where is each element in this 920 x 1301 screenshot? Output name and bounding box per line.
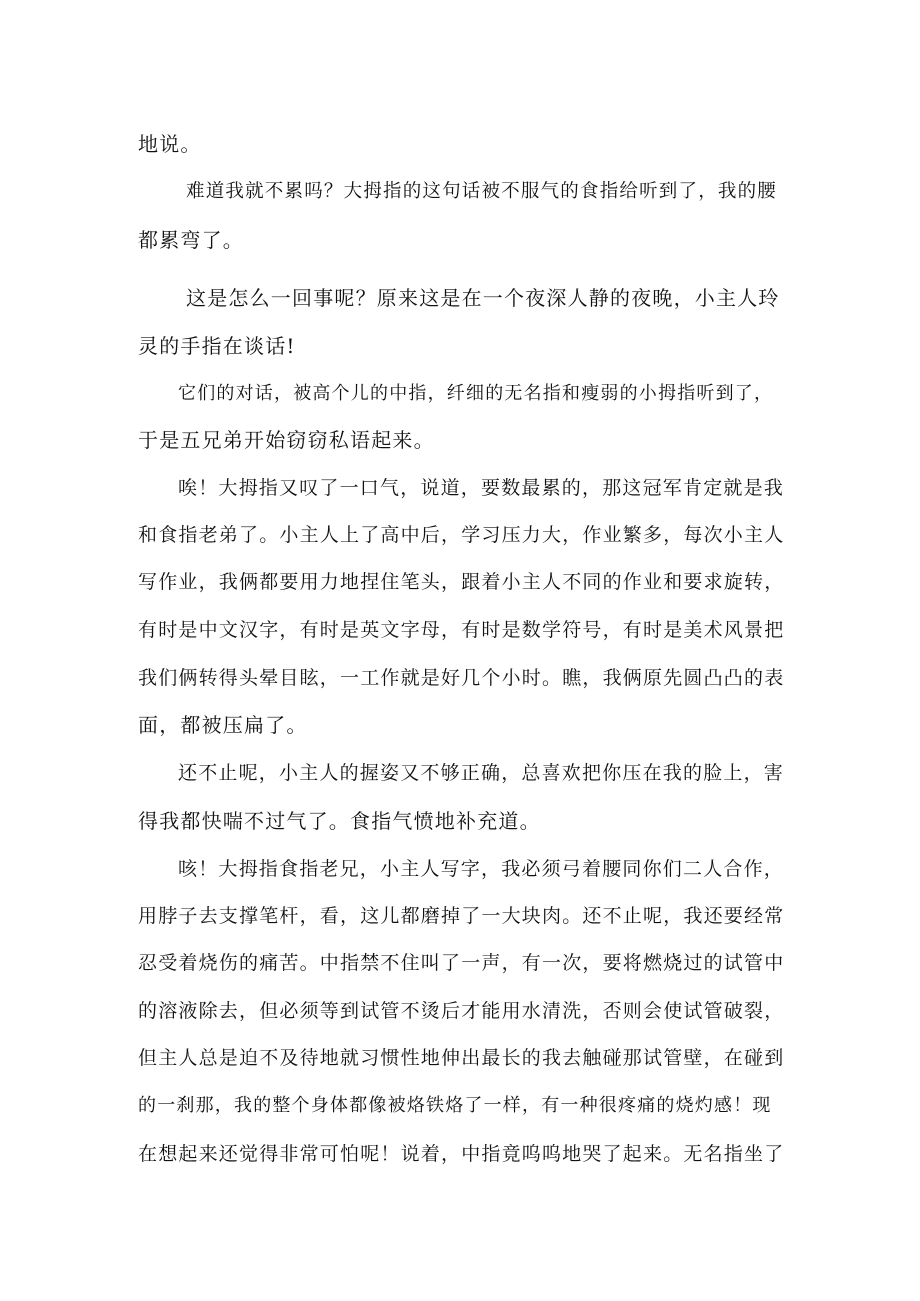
text-line: 地说。 <box>138 132 202 156</box>
text-line: 和食指老弟了。小主人上了高中后，学习压力大，作业繁多，每次小主人 <box>138 524 785 546</box>
text-line: 面，都被压扁了。 <box>138 713 308 737</box>
text-line: 灵的手指在谈话! <box>138 334 296 358</box>
text-line: 唉！大拇指又叹了一口气，说道，要数最累的，那这冠军肯定就是我 <box>178 477 785 499</box>
text-line: 难道我就不累吗？大拇指的这句话被不服气的食指给听到了，我的腰 <box>186 181 778 202</box>
text-line: 但主人总是迫不及待地就习惯性地伸出最长的我去触碰那试管壁，在碰到 <box>138 1047 785 1069</box>
text-line: 于是五兄弟开始窃窃私语起来。 <box>138 428 435 452</box>
text-line: 我们俩转得头晕目眩，一工作就是好几个小时。瞧，我俩原先圆凸凸的表 <box>138 667 785 689</box>
text-line: 它们的对话，被高个儿的中指，纤细的无名指和瘦弱的小拇指听到了， <box>178 383 774 404</box>
text-line: 这是怎么一回事呢？原来这是在一个夜深人静的夜晚，小主人玲 <box>186 286 780 310</box>
text-line: 写作业，我俩都要用力地捏住笔头，跟着小主人不同的作业和要求旋转， <box>138 571 785 593</box>
text-line: 在想起来还觉得非常可怕呢！说着，中指竟呜呜地哭了起来。无名指坐了 <box>138 1143 785 1165</box>
text-line: 的溶液除去，但必须等到试管不烫后才能用水清洗，否则会使试管破裂， <box>138 1000 785 1022</box>
text-line: 咳！大拇指食指老兄，小主人写字，我必须弓着腰同你们二人合作， <box>178 858 785 880</box>
text-line: 都累弯了。 <box>138 228 244 252</box>
text-line: 得我都快喘不过气了。食指气愤地补充道。 <box>138 809 541 833</box>
text-line: 的一刹那，我的整个身体都像被烙铁烙了一样，有一种很疼痛的烧灼感！现 <box>138 1095 772 1116</box>
text-line: 忍受着烧伤的痛苦。中指禁不住叫了一声，有一次，要将燃烧过的试管中 <box>138 952 785 974</box>
text-line: 用脖子去支撑笔杆，看，这儿都磨掉了一大块肉。还不止呢，我还要经常 <box>138 905 785 927</box>
text-line: 还不止呢，小主人的握姿又不够正确，总喜欢把你压在我的脸上，害 <box>178 762 785 784</box>
text-line: 有时是中文汉字，有时是英文字母，有时是数学符号，有时是美术风景把 <box>138 619 785 641</box>
